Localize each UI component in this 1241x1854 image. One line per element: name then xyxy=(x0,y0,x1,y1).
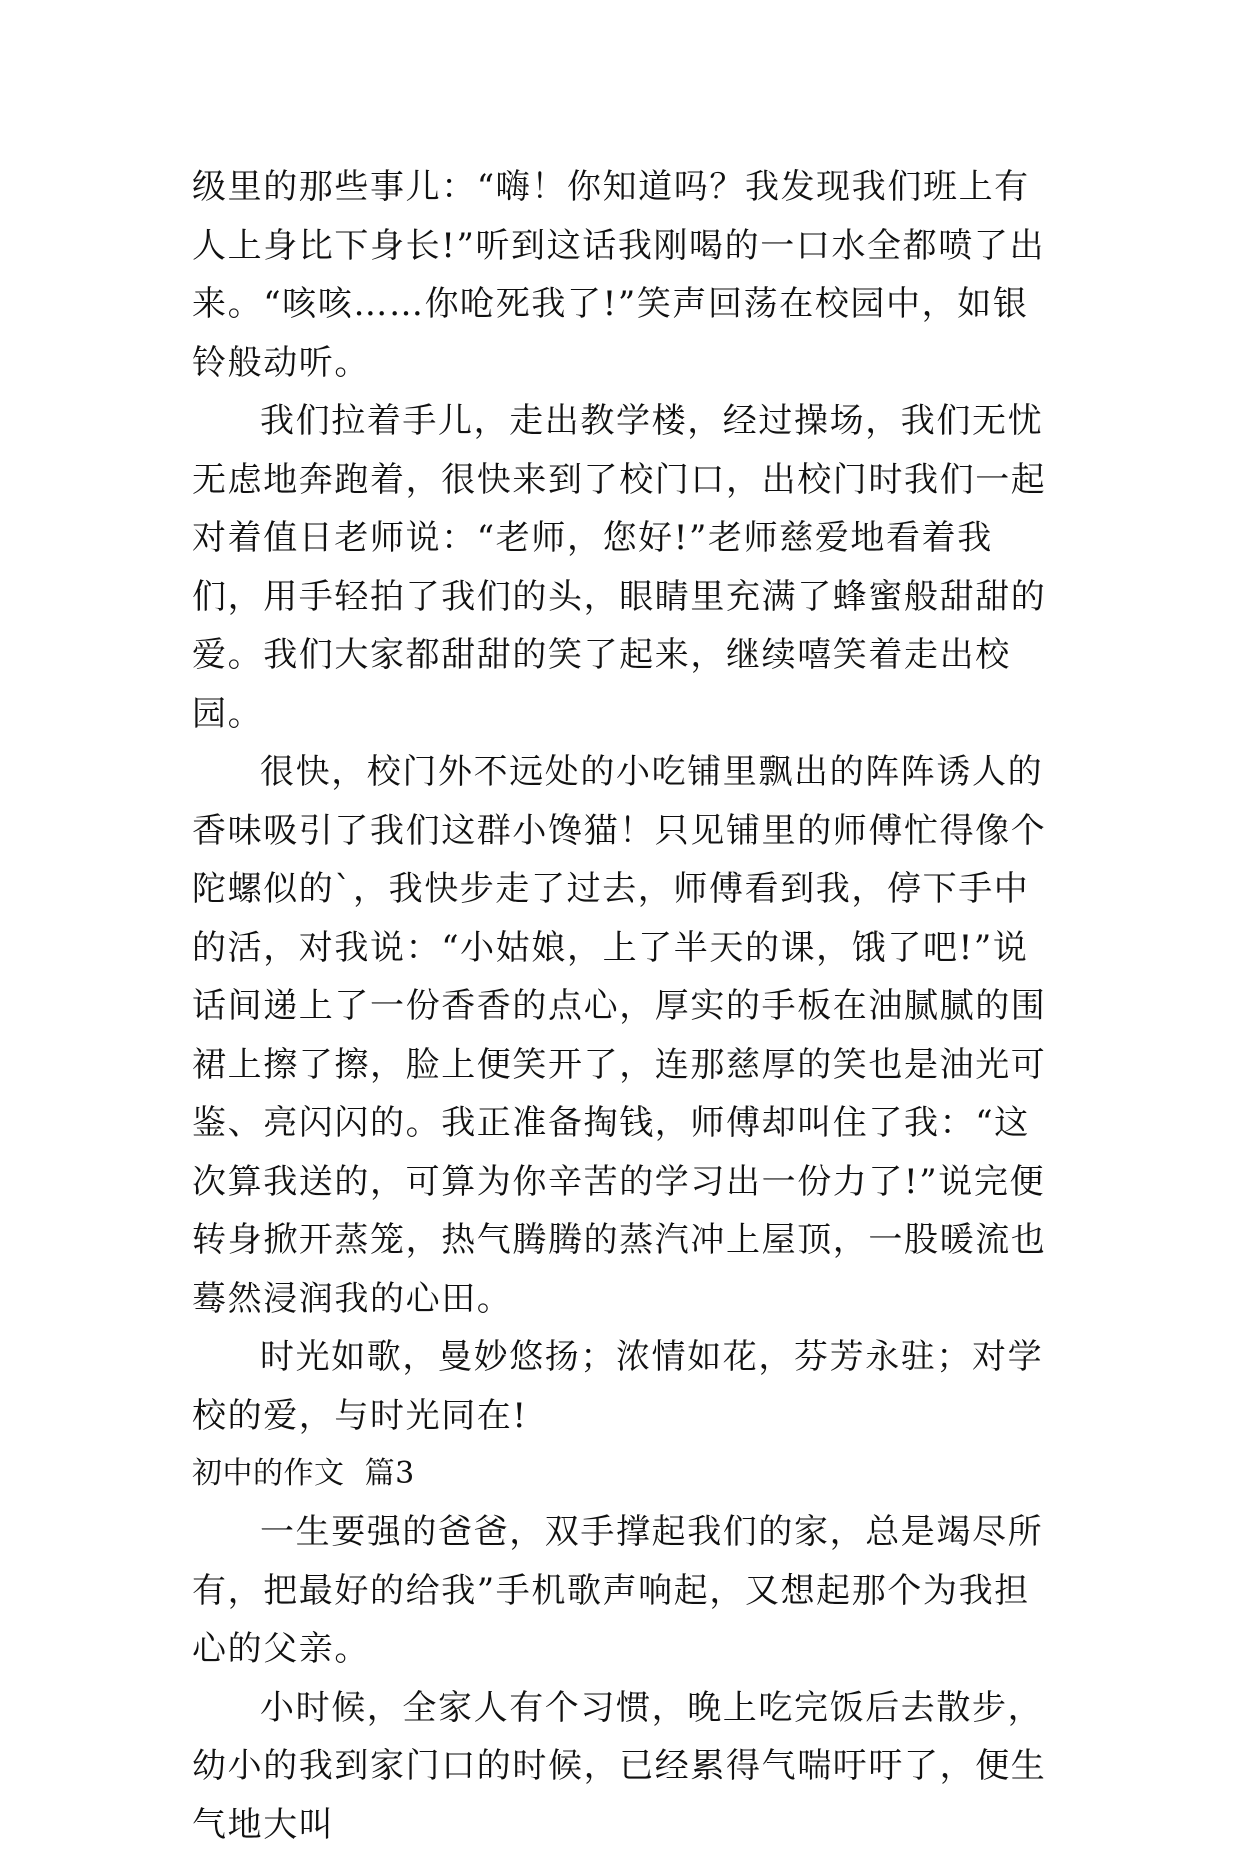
document-body xyxy=(192,158,1062,1854)
paragraph-father-song: 一生要强的爸爸，双手撑起我们的家，总是竭尽所有，把最好的给我”手机歌声响起，又想起那个为我担心的父亲。 xyxy=(192,1503,1062,1679)
paragraph-conclusion: 时光如歌，曼妙悠扬；浓情如花，芬芳永驻；对学校的爱，与时光同在! xyxy=(192,1328,1062,1445)
paragraph-school-exit: 我们拉着手儿，走出教学楼，经过操场，我们无忧无虑地奔跑着，很快来到了校门口，出校门时我们一起对着值日老师说：“老师，您好!”老师慈爱地看着我们，用手轻拍了我们的头，眼睛里充满了蜂蜜般甜甜的爱。我们大家都甜甜的笑了起来，继续嘻笑着走出校园。 xyxy=(192,392,1062,743)
paragraph-childhood-walk: 小时候，全家人有个习惯，晚上吃完饭后去散步，幼小的我到家门口的时候，已经累得气喘吁吁了，便生气地大叫 xyxy=(192,1679,1062,1854)
paragraph-continuation: 级里的那些事儿：“嗨！你知道吗？我发现我们班上有人上身比下身长!”听到这话我刚喝的一口水全都喷了出来。“咳咳……你呛死我了!”笑声回荡在校园中，如银铃般动听。 xyxy=(192,158,1062,392)
paragraph-snack-shop: 很快，校门外不远处的小吃铺里飘出的阵阵诱人的香味吸引了我们这群小馋猫！只见铺里的师傅忙得像个陀螺似的`，我快步走了过去，师傅看到我，停下手中的活，对我说：“小姑娘，上了半天的课，饿了吧!”说话间递上了一份香香的点心，厚实的手板在油腻腻的围裙上擦了擦，脸上便笑开了，连那慈厚的笑也是油光可鉴、亮闪闪的。我正准备掏钱，师傅却叫住了我：“这次算我送的，可算为你辛苦的学习出一份力了!”说完便转身掀开蒸笼，热气腾腾的蒸汽冲上屋顶，一股暖流也蓦然浸润我的心田。 xyxy=(192,743,1062,1328)
essay-heading: 初中的作文 篇3 xyxy=(192,1445,1062,1503)
